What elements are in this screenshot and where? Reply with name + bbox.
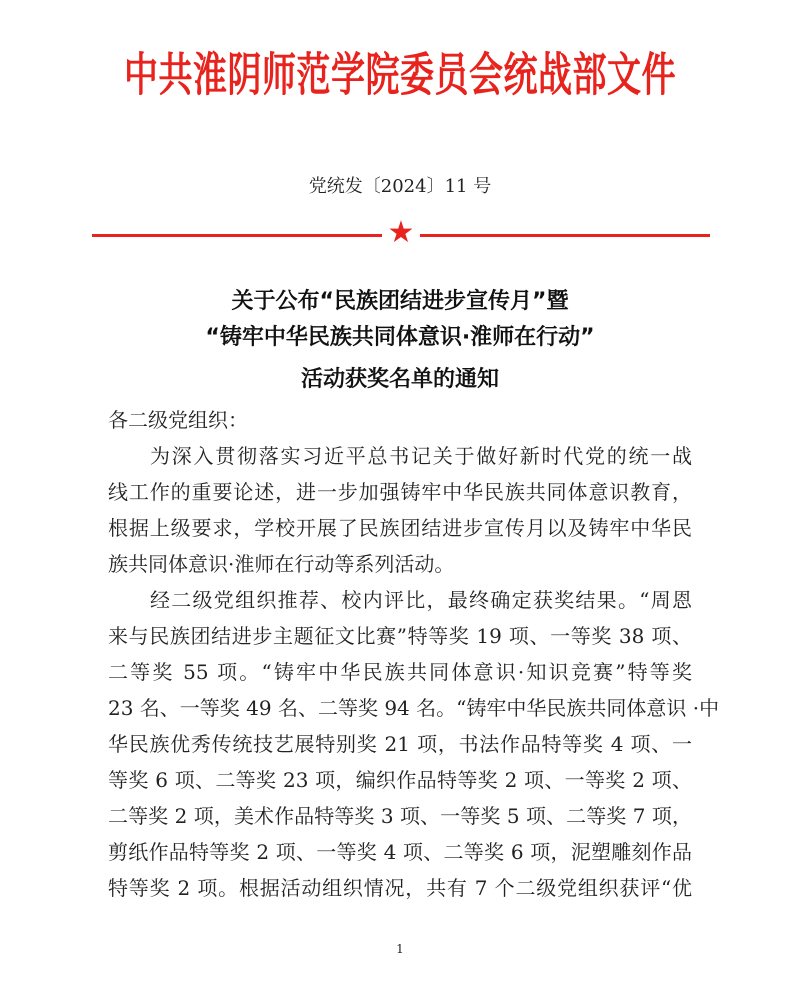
body-line: 二等奖 55 项。“铸牢中华民族共同体意识·知识竞赛”特等奖 [108, 660, 692, 684]
body-line: 剪纸作品特等奖 2 项、一等奖 4 项、二等奖 6 项，泥塑雕刻作品 [108, 840, 692, 864]
body-line: 根据上级要求，学校开展了民族团结进步宣传月以及铸牢中华民 [108, 516, 692, 540]
body-line: 等奖 6 项、二等奖 23 项，编织作品特等奖 2 项、一等奖 2 项、 [108, 768, 692, 792]
body-line: 经二级党组织推荐、校内评比，最终确定获奖结果。“周恩 [150, 588, 692, 612]
body-line: 华民族优秀传统技艺展特别奖 21 项，书法作品特等奖 4 项、一 [108, 732, 692, 756]
page-number: 1 [396, 942, 404, 956]
red-divider-left [92, 234, 382, 237]
document-title-line: 关于公布“民族团结进步宣传月”暨 [231, 289, 569, 314]
document-title-line: 活动获奖名单的通知 [300, 367, 499, 392]
body-line: 线工作的重要论述，进一步加强铸牢中华民族共同体意识教育， [108, 480, 692, 504]
body-line: 特等奖 2 项。根据活动组织情况，共有 7 个二级党组织获评“优 [108, 876, 692, 900]
body-line: 来与民族团结进步主题征文比赛”特等奖 19 项、一等奖 38 项、 [108, 624, 692, 648]
red-divider-right [420, 234, 710, 237]
body-line: 23 名、一等奖 49 名、二等奖 94 名。“铸牢中华民族共同体意识 ·中 [108, 696, 720, 720]
body-line: 为深入贯彻落实习近平总书记关于做好新时代党的统一战 [150, 444, 692, 468]
star-icon: ★ [387, 215, 415, 250]
body-line: 族共同体意识·淮师在行动等系列活动。 [108, 552, 455, 576]
document-title-line: “铸牢中华民族共同体意识·淮师在行动” [205, 325, 595, 350]
salutation: 各二级党组织： [108, 408, 248, 432]
body-line: 二等奖 2 项，美术作品特等奖 3 项、一等奖 5 项、二等奖 7 项， [108, 804, 692, 828]
issuing-authority-header: 中共淮阴师范学院委员会统战部文件 [124, 48, 676, 103]
document-number: 党统发〔2024〕11 号 [308, 176, 492, 197]
